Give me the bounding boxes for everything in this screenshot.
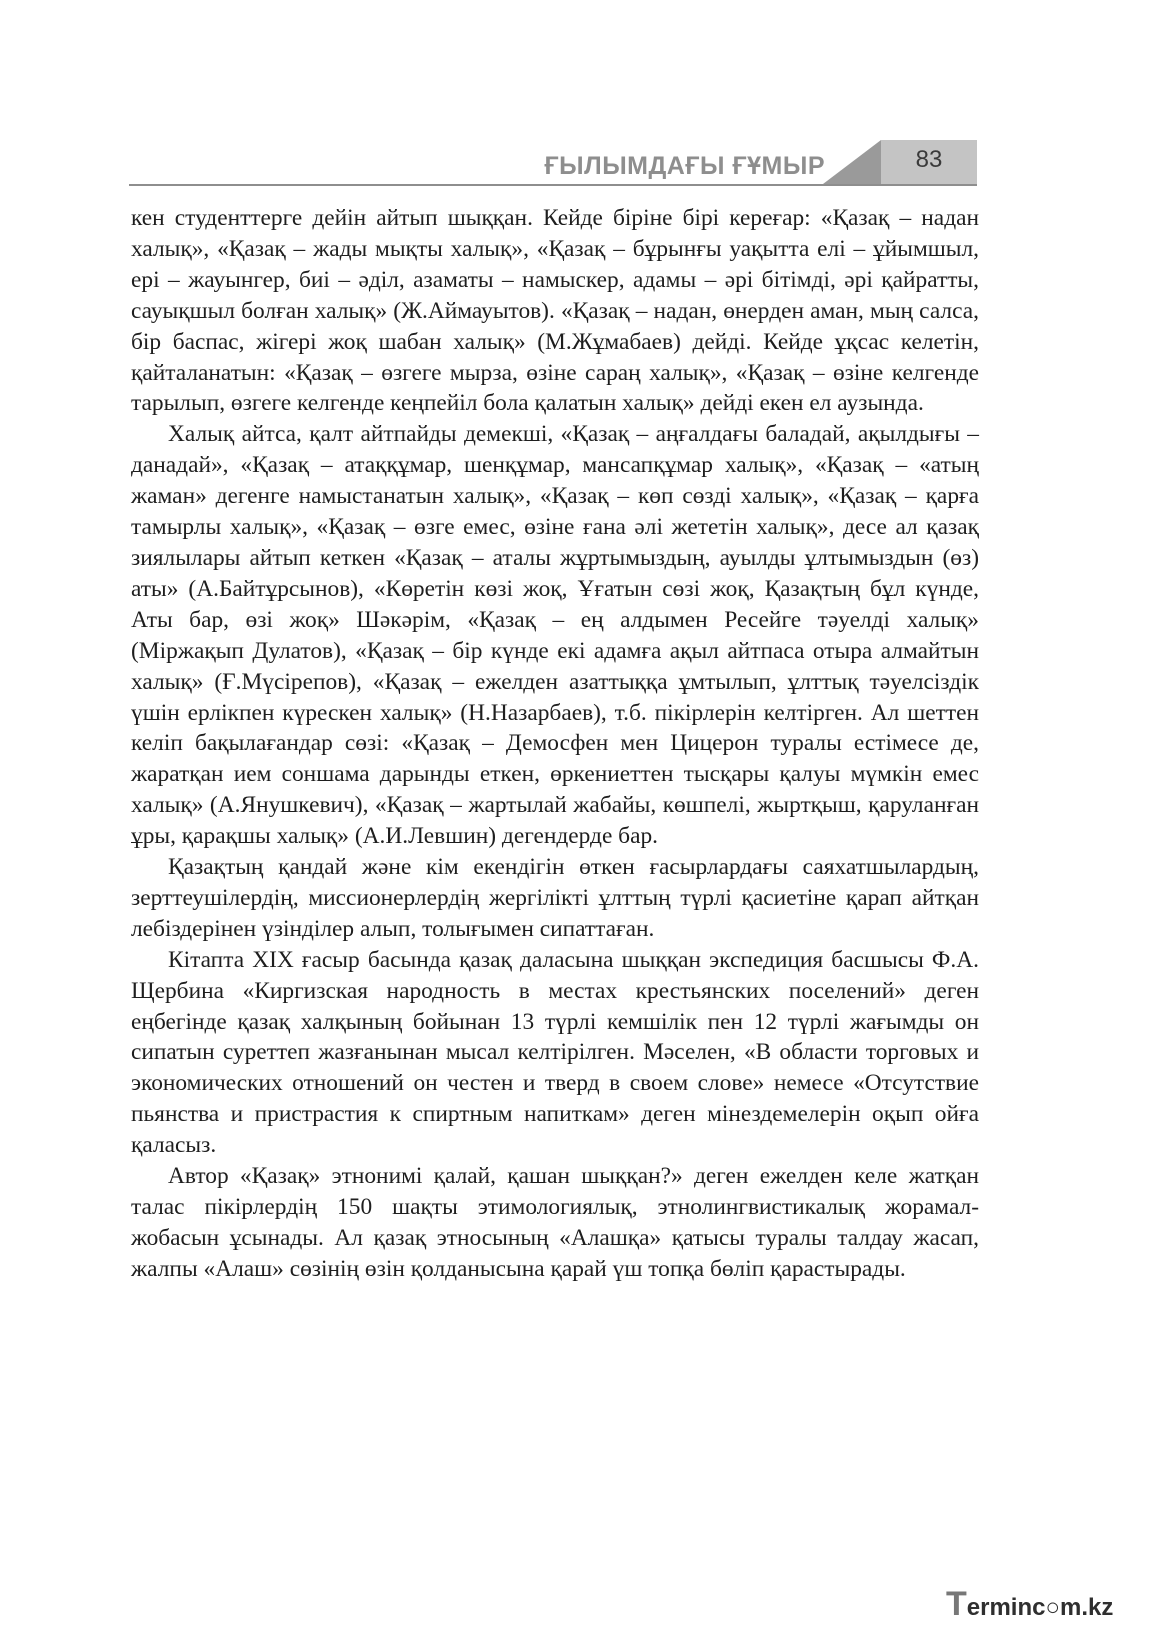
running-header (129, 140, 977, 186)
paragraph-3: Қазақтың қандай және кім екендігін өткен ғасырлардағы саяхатшылардың, зерттеушілердің, миссионерлердің жергілікті ұлттың түрлі қасиетіне қарап айтқан лебіздерінен үзінділер алып, толығымен сипаттаған. (131, 854, 979, 942)
watermark-letter: T (946, 1585, 967, 1623)
paragraph-1: кен студенттерге дейін айтып шыққан. Кейде біріне бірі кереғар: «Қазақ – надан халық», «Қазақ – жады мықты халық», «Қазақ – бұрынғы уақытта елі – ұйымшыл, ері – жауынгер, биі – әділ, азаматы – намыскер, адамы – әрі бітімді, әрі қайратты, сауықшыл болған халық» (Ж.Аймауытов). «Қазақ – надан, өнерден аман, мың салса, бір баспас, жігері жоқ шабан халық» (М.Жұмабаев) дейді. Кейде ұқсас келетін, қайталанатын: «Қазақ – өзгеге мырза, өзіне сараң халық», «Қазақ – өзіне келгенде тарылып, өзгеге келгенде кеңпейіл бола қалатын халық» дейді екен ел аузында. (131, 205, 979, 417)
header-title: ҒЫЛЫМДАҒЫ ҒҰМЫР (544, 152, 825, 180)
header-rule (129, 184, 977, 186)
paragraph-2: Халық айтса, қалт айтпайды демекші, «Қазақ – аңғалдағы баладай, ақылдығы – данадай», «Қазақ – атаққұмар, шенқұмар, мансапқұмар халық», «Қазақ – «атың жаман» дегенге намыстанатын халық», «Қазақ – көп сөзді халық», «Қазақ – қарға тамырлы халық», «Қазақ – өзге емес, өзіне ғана әлі жететін халық», десе ал қазақ зиялылары айтып кеткен «Қазақ – аталы жұртымыздың, ауылды ұлтымыздын (өз) аты» (А.Байтұрсынов), «Көретін көзі жоқ, Ұғатын сөзі жоқ, Қазақтың бұл күнде, Аты бар, өзі жоқ» Шәкәрім, «Қазақ – ең алдымен Ресейге тәуелді халық» (Міржақып Дулатов), «Қазақ – бір күнде екі адамға ақыл айтпаса отыра алмайтын халық» (Ғ.Мүсірепов), «Қазақ – ежелден азаттыққа ұмтылып, ұлттық тәуелсіздік үшін ерлікпен күрескен халық» (Н.Назарбаев), т.б. пікірлерін келтірген. Ал шеттен келіп бақылағандар сөзі: «Қазақ – Демосфен мен Цицерон туралы естімесе де, жаратқан ием соншама дарынды еткен, өркениеттен тысқары қалуы мүмкін емес халық» (А.Янушкевич), «Қазақ – жартылай жабайы, көшпелі, жыртқыш, қаруланған ұры, қарақшы халық» (А.И.Левшин) дегендерде бар. (131, 421, 979, 850)
body-text (131, 203, 979, 1285)
header-triangle-decoration (823, 140, 881, 184)
paragraph-4: Кітапта XIX ғасыр басында қазақ даласына шыққан экспедиция басшысы Ф.А. Щербина «Киргизская народность в местах крестьянских поселений» деген еңбегінде қазақ халқының бойынан 13 түрлі кемшілік пен 12 түрлі жағымды он сипатын суреттеп жазғанынан мысал келтірілген. Мәселен, «В области торговых и экономических отношений он честен и тверд в своем слове» немесе «Отсутствие пьянства и пристрастия к спиртным напиткам» деген мінездемелерін оқып ойға қаласыз. (131, 946, 979, 1159)
terminkz-watermark-logo (946, 1585, 1113, 1624)
page-number: 83 (915, 146, 943, 173)
paragraph-5: Автор «Қазақ» этнонимі қалай, қашан шыққан?» деген ежелден келе жатқан талас пікірлердің 150 шақты этимологиялық, этнолингвистикалық жорамал-жобасын ұсынады. Ал қазақ этносының «Алашқа» қатысы туралы талдау жасап, жалпы «Алаш» сөзінің өзін қолданысына қарай үш топқа бөліп қарастырады. (131, 1163, 979, 1282)
watermark-text: erminc○m.kz (966, 1594, 1114, 1621)
